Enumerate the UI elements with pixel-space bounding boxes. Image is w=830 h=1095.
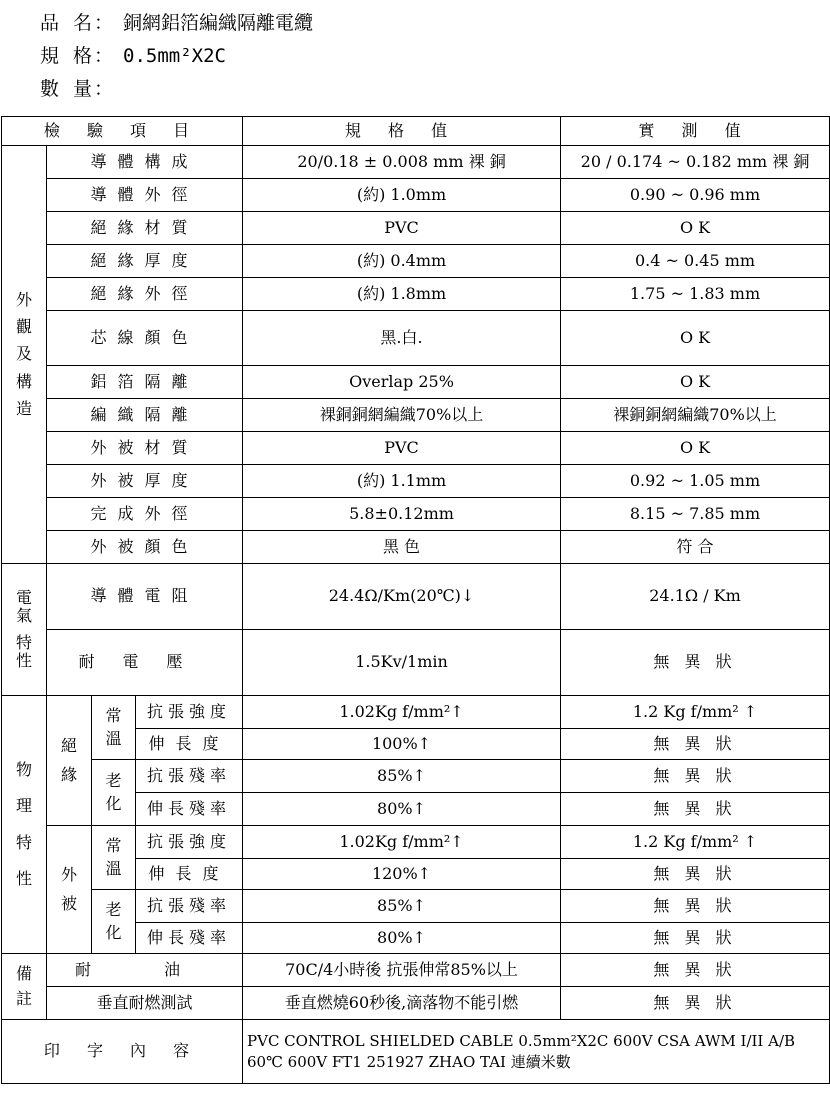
table-row (2, 366, 830, 399)
measured-value: 8.15 ~ 7.85 mm (561, 498, 830, 531)
table-header-row (2, 117, 830, 146)
item-label: 完成外徑 (47, 498, 243, 531)
item-label: 導體電阻 (47, 564, 243, 630)
measured-value: 1.2 Kg f/mm² ↑ (561, 696, 830, 729)
table-row (2, 245, 830, 278)
item-label: 垂直耐燃測試 (47, 987, 243, 1020)
table-row (2, 212, 830, 245)
item-label: 編織隔離 (47, 399, 243, 432)
spec-value: 0.5mm²X2C (123, 45, 226, 67)
spec-value: 1.02Kg f/mm²↑ (243, 826, 561, 859)
spec-label: 規 格 (40, 45, 92, 67)
spec-value: 5.8±0.12mm (243, 498, 561, 531)
spec-value: (約) 1.8mm (243, 278, 561, 311)
spec-value: (約) 1.0mm (243, 179, 561, 212)
spec-value: 24.4Ω/Km(20℃)↓ (243, 564, 561, 630)
table-row (2, 954, 830, 987)
colon: ： (94, 12, 114, 34)
spec-value: 80%↑ (243, 923, 561, 954)
subgroup-label-normal-temp: 常 溫 (92, 696, 136, 760)
measured-value: 無 異 狀 (561, 760, 830, 793)
measured-value: 0.92 ~ 1.05 mm (561, 465, 830, 498)
group-label-notes: 備 註 (2, 954, 47, 1020)
table-row (2, 432, 830, 465)
measured-value: 0.4 ~ 0.45 mm (561, 245, 830, 278)
group-label-appearance: 外 觀 及 構 造 (2, 146, 47, 564)
measured-value: 0.90 ~ 0.96 mm (561, 179, 830, 212)
spec-value: 20/0.18 ± 0.008 mm 裸 銅 (243, 146, 561, 179)
table-row (2, 564, 830, 630)
spec-value: 1.5Kv/1min (243, 630, 561, 696)
item-label: 伸長度 (136, 729, 243, 760)
table-row (2, 1020, 830, 1084)
measured-value: 無 異 狀 (561, 729, 830, 760)
spec-value: 1.02Kg f/mm²↑ (243, 696, 561, 729)
colon: ： (94, 78, 114, 100)
table-row (2, 760, 830, 793)
measured-value: 1.2 Kg f/mm² ↑ (561, 826, 830, 859)
spec-line (40, 41, 226, 68)
spec-value: (約) 0.4mm (243, 245, 561, 278)
item-label: 伸長殘率 (136, 923, 243, 954)
group-label-physical: 物 理 特 性 (2, 696, 47, 954)
group-label-electrical: 電 氣 特 性 (2, 564, 47, 696)
table-row (2, 987, 830, 1020)
item-label: 芯線顏色 (47, 311, 243, 366)
item-label: 鋁箔隔離 (47, 366, 243, 399)
table-row (2, 630, 830, 696)
item-label: 外被厚度 (47, 465, 243, 498)
printing-text: PVC CONTROL SHIELDED CABLE 0.5mm²X2C 600V CSA AWM I/II A/B 60℃ 600V FT1 251927 ZHAO TAI 連續米數 (243, 1020, 830, 1084)
subgroup-label-normal-temp: 常 溫 (92, 826, 136, 890)
measured-value: 24.1Ω / Km (561, 564, 830, 630)
product-name-label: 品 名 (40, 12, 92, 34)
table-row (2, 399, 830, 432)
measured-value: 1.75 ~ 1.83 mm (561, 278, 830, 311)
spec-value: 80%↑ (243, 793, 561, 826)
measured-value: 無 異 狀 (561, 987, 830, 1020)
item-label: 外被材質 (47, 432, 243, 465)
table-row (2, 278, 830, 311)
item-label: 耐電壓 (47, 630, 243, 696)
measured-value: O K (561, 432, 830, 465)
item-label: 伸長度 (136, 859, 243, 890)
measured-value: 符 合 (561, 531, 830, 564)
measured-value: 無 異 狀 (561, 630, 830, 696)
spec-value: 85%↑ (243, 890, 561, 923)
spec-value: PVC (243, 432, 561, 465)
table-row (2, 311, 830, 366)
spec-value: Overlap 25% (243, 366, 561, 399)
item-label: 絕緣材質 (47, 212, 243, 245)
spec-value: PVC (243, 212, 561, 245)
item-label: 抗張殘率 (136, 760, 243, 793)
spec-value: 100%↑ (243, 729, 561, 760)
subgroup-label-aging: 老 化 (92, 890, 136, 954)
item-label: 抗張強度 (136, 696, 243, 729)
spec-value: 黑 色 (243, 531, 561, 564)
spec-value: 黑.白. (243, 311, 561, 366)
item-label: 伸長殘率 (136, 793, 243, 826)
item-label: 抗張殘率 (136, 890, 243, 923)
col-header-spec: 規 格 值 (243, 117, 561, 146)
item-label: 絕緣外徑 (47, 278, 243, 311)
table-row (2, 696, 830, 729)
item-label: 外被顏色 (47, 531, 243, 564)
measured-value: 無 異 狀 (561, 954, 830, 987)
item-label: 抗張強度 (136, 826, 243, 859)
spec-value: 120%↑ (243, 859, 561, 890)
inspection-table (1, 116, 830, 1084)
product-name-value: 銅網鋁箔編織隔離電纜 (123, 12, 314, 34)
spec-value: (約) 1.1mm (243, 465, 561, 498)
item-label: 耐 油 (47, 954, 243, 987)
measured-value: 裸銅銅網編織70%以上 (561, 399, 830, 432)
measured-value: 20 / 0.174 ~ 0.182 mm 裸 銅 (561, 146, 830, 179)
measured-value: 無 異 狀 (561, 859, 830, 890)
col-header-measured: 實 測 值 (561, 117, 830, 146)
measured-value: 無 異 狀 (561, 890, 830, 923)
spec-value: 85%↑ (243, 760, 561, 793)
subgroup-label-jacket: 外 被 (47, 826, 92, 954)
quantity-label: 數 量 (40, 78, 92, 100)
quantity-line (40, 74, 123, 101)
measured-value: 無 異 狀 (561, 793, 830, 826)
printing-label: 印 字 內 容 (2, 1020, 243, 1084)
table-row (2, 531, 830, 564)
measured-value: O K (561, 366, 830, 399)
item-label: 絕緣厚度 (47, 245, 243, 278)
subgroup-label-aging: 老 化 (92, 760, 136, 826)
spec-value: 垂直燃燒60秒後,滴落物不能引燃 (243, 987, 561, 1020)
table-row (2, 890, 830, 923)
table-row (2, 465, 830, 498)
colon: ： (94, 45, 114, 67)
item-label: 導體外徑 (47, 179, 243, 212)
product-name-line (40, 8, 313, 35)
table-row (2, 179, 830, 212)
spec-value: 70C/4小時後 抗張伸常85%以上 (243, 954, 561, 987)
subgroup-label-insulation: 絕 緣 (47, 696, 92, 826)
measured-value: O K (561, 311, 830, 366)
measured-value: O K (561, 212, 830, 245)
col-header-item: 檢 驗 項 目 (2, 117, 243, 146)
spec-value: 裸銅銅網編織70%以上 (243, 399, 561, 432)
table-row (2, 498, 830, 531)
measured-value: 無 異 狀 (561, 923, 830, 954)
table-row (2, 146, 830, 179)
item-label: 導體構成 (47, 146, 243, 179)
table-row (2, 826, 830, 859)
